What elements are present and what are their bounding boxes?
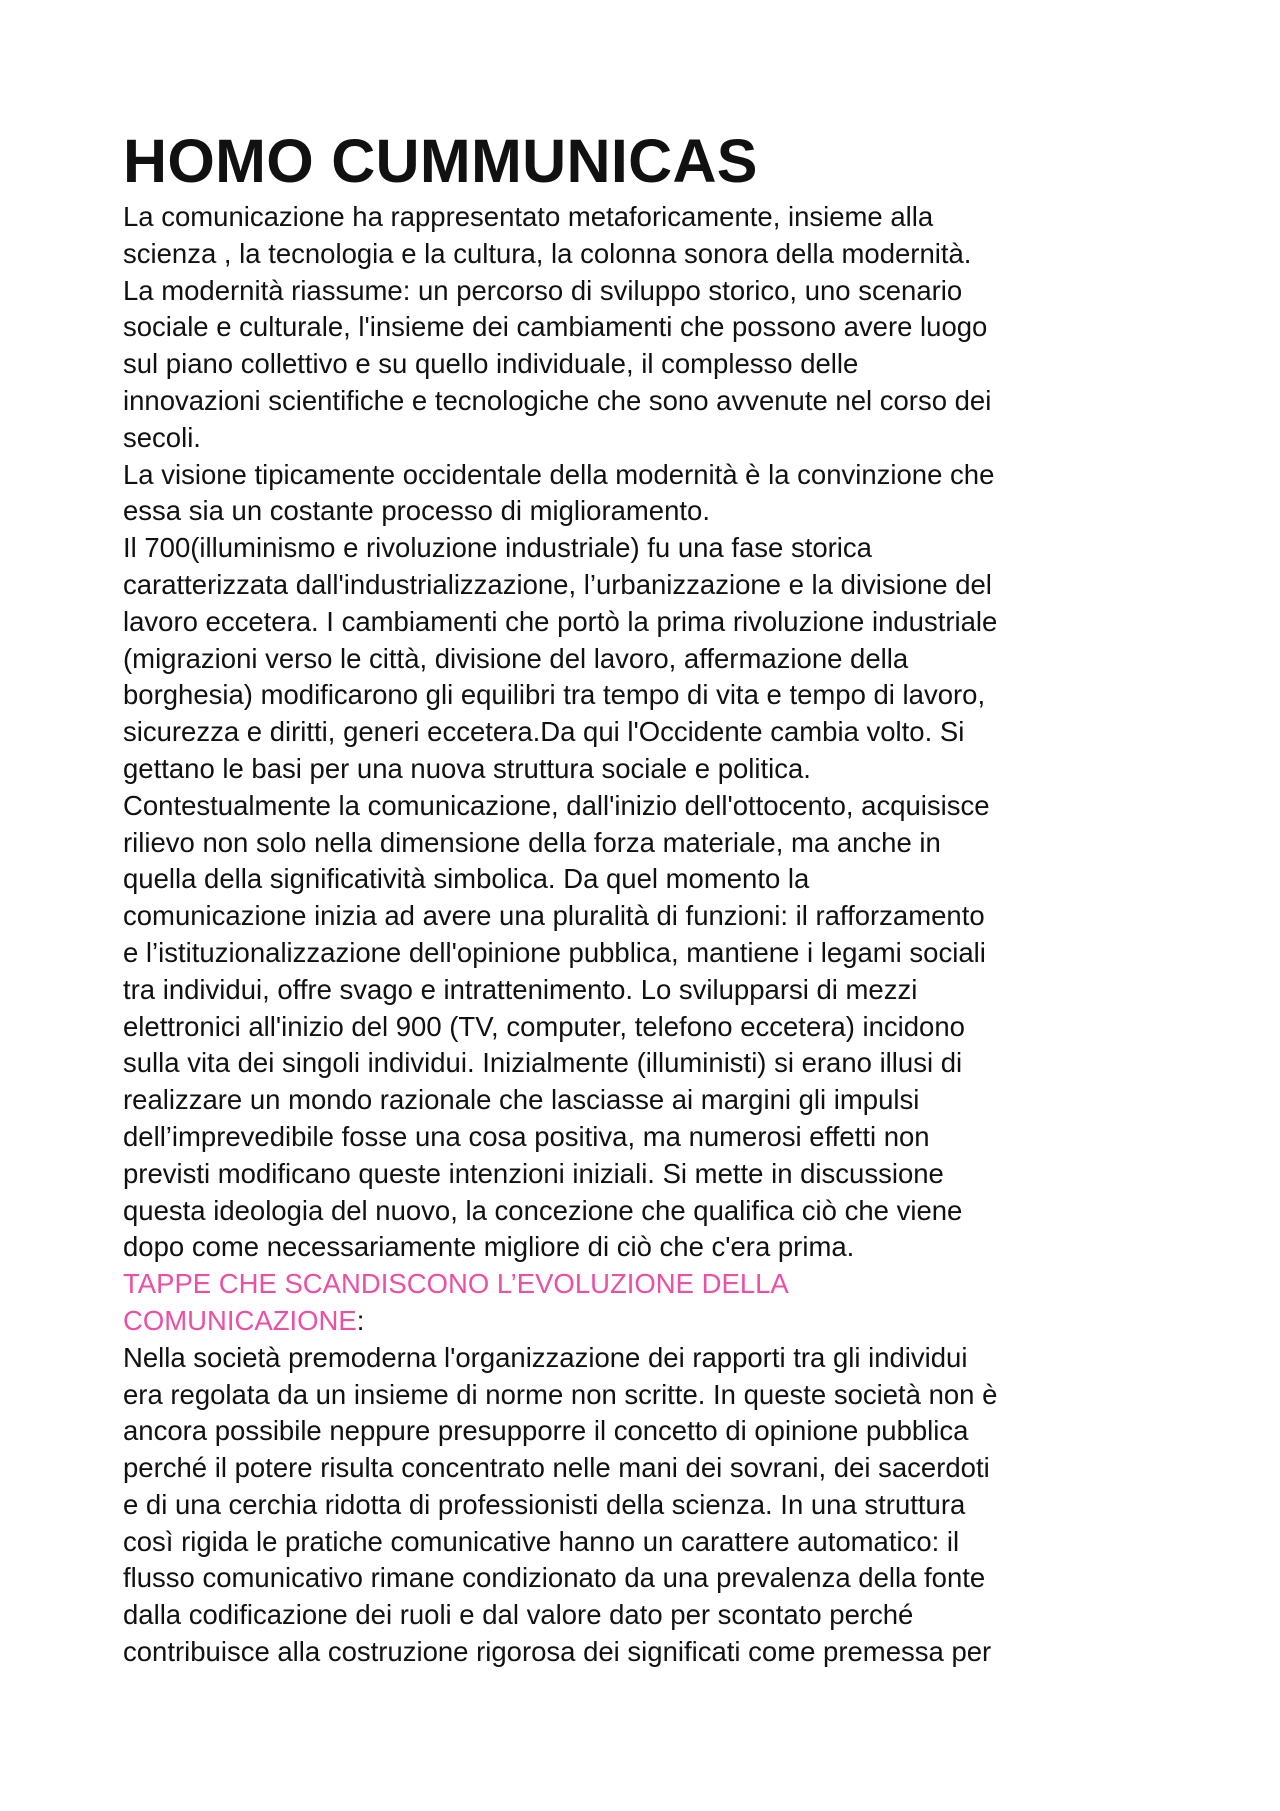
- text-line: tra individui, offre svago e intrattenimento. Lo svilupparsi di mezzi: [123, 973, 918, 1005]
- text-line: previsti modificano queste intenzioni iniziali. Si mette in discussione: [123, 1157, 944, 1189]
- text-line: borghesia) modificarono gli equilibri tra tempo di vita e tempo di lavoro,: [123, 679, 986, 711]
- text-line: dalla codificazione dei ruoli e dal valore dato per scontato perché: [123, 1599, 914, 1631]
- page-title: HOMO CUMMUNICAS: [123, 127, 758, 195]
- text-line: contribuisce alla costruzione rigorosa dei significati come premessa per: [123, 1636, 992, 1668]
- text-line: sociale e culturale, l'insieme dei cambiamenti che possono avere luogo: [123, 311, 988, 343]
- text-line: realizzare un mondo razionale che lasciasse ai margini gli impulsi: [123, 1084, 920, 1116]
- text-line: Contestualmente la comunicazione, dall'inizio dell'ottocento, acquisisce: [123, 789, 990, 821]
- text-line: flusso comunicativo rimane condizionato da una prevalenza della fonte: [123, 1562, 986, 1594]
- text-line: sulla vita dei singoli individui. Inizialmente (illuministi) si erano illusi di: [123, 1047, 963, 1079]
- text-line: lavoro eccetera. I cambiamenti che portò la prima rivoluzione industriale: [123, 605, 998, 637]
- text-line: Nella società premoderna l'organizzazione dei rapporti tra gli individui: [123, 1341, 968, 1373]
- intro-paragraphs: [123, 199, 1183, 1266]
- text-line: gettano le basi per una nuova struttura sociale e politica.: [123, 752, 811, 784]
- text-line: ancora possibile neppure presupporre il concetto di opinione pubblica: [123, 1415, 969, 1447]
- text-line: questa ideologia del nuovo, la concezione che qualifica ciò che viene: [123, 1194, 963, 1226]
- text-line: sicurezza e diritti, generi eccetera.Da qui l'Occidente cambia volto. Si: [123, 716, 965, 748]
- text-line: innovazioni scientifiche e tecnologiche che sono avvenute nel corso dei: [123, 384, 992, 416]
- text-line: (migrazioni verso le città, divisione del lavoro, affermazione della: [123, 642, 909, 674]
- text-line: quella della significatività simbolica. Da quel momento la: [123, 863, 810, 895]
- text-line: rilievo non solo nella dimensione della forza materiale, ma anche in: [123, 826, 941, 858]
- text-line: caratterizzata dall'industrializzazione, l’urbanizzazione e la divisione del: [123, 568, 992, 600]
- text-line: Il 700(illuminismo e rivoluzione industriale) fu una fase storica: [123, 532, 872, 564]
- text-line: La modernità riassume: un percorso di sviluppo storico, uno scenario: [123, 274, 963, 306]
- section-heading-highlight: COMUNICAZIONE: [123, 1304, 357, 1336]
- section-heading: [123, 1266, 1183, 1340]
- text-line: essa sia un costante processo di miglioramento.: [123, 495, 710, 527]
- section-heading-line: TAPPE CHE SCANDISCONO L’EVOLUZIONE DELLA: [123, 1268, 789, 1300]
- text-line: scienza , la tecnologia e la cultura, la colonna sonora della modernità.: [123, 237, 972, 269]
- text-line: sul piano collettivo e su quello individuale, il complesso delle: [123, 348, 859, 380]
- text-line: secoli.: [123, 421, 201, 453]
- text-line: elettronici all'inizio del 900 (TV, computer, telefono eccetera) incidono: [123, 1010, 965, 1042]
- text-line: dopo come necessariamente migliore di ciò che c'era prima.: [123, 1231, 855, 1263]
- text-line: comunicazione inizia ad avere una pluralità di funzioni: il rafforzamento: [123, 900, 985, 932]
- text-line: La visione tipicamente occidentale della modernità è la convinzione che: [123, 458, 995, 490]
- text-line: La comunicazione ha rappresentato metaforicamente, insieme alla: [123, 201, 934, 232]
- text-line: era regolata da un insieme di norme non scritte. In queste società non è: [123, 1378, 998, 1410]
- text-line: e di una cerchia ridotta di professionisti della scienza. In una struttura: [123, 1488, 966, 1520]
- text-line: così rigida le pratiche comunicative hanno un carattere automatico: il: [123, 1525, 960, 1557]
- text-line: perché il potere risulta concentrato nelle mani dei sovrani, dei sacerdoti: [123, 1452, 990, 1484]
- section-heading-line: [123, 1303, 1183, 1340]
- section-heading-colon: :: [356, 1304, 365, 1336]
- premodern-paragraph: [123, 1340, 1183, 1671]
- text-line: e l’istituzionalizzazione dell'opinione pubblica, mantiene i legami sociali: [123, 936, 986, 968]
- document-page: [123, 125, 1183, 1671]
- text-line: dell’imprevedibile fosse una cosa positiva, ma numerosi effetti non: [123, 1120, 930, 1152]
